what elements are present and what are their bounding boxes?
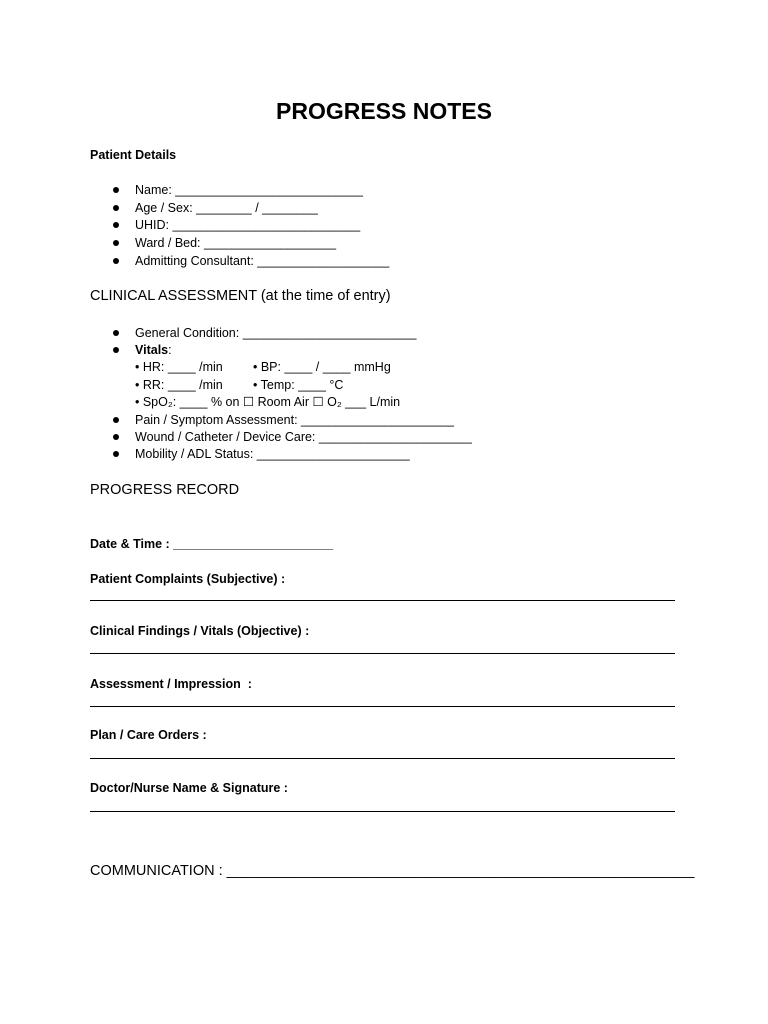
bullet-icon — [113, 222, 119, 228]
spo2-field[interactable]: • SpO₂: ____ % on ☐ Room Air ☐ O₂ ___ L/min — [135, 395, 401, 409]
vitals-label: Vitals: — [135, 343, 172, 357]
bullet-icon — [113, 451, 119, 457]
rr-field[interactable]: • RR: ____ /min — [135, 378, 223, 392]
objective-label: Clinical Findings / Vitals (Objective) : — [90, 624, 310, 638]
plan-line[interactable] — [90, 758, 675, 759]
progress-record-heading: PROGRESS RECORD — [90, 482, 240, 498]
bullet-icon — [113, 258, 119, 264]
temp-field[interactable]: • Temp: ____ °C — [253, 378, 344, 392]
signature-label: Doctor/Nurse Name & Signature : — [90, 781, 288, 795]
age-sex-field[interactable]: Age / Sex: ________ / ________ — [135, 201, 318, 215]
date-time-field[interactable]: Date & Time : _______________________ — [90, 537, 334, 551]
objective-line[interactable] — [90, 653, 675, 654]
communication-field[interactable] — [90, 862, 694, 880]
page-title: PROGRESS NOTES — [276, 98, 492, 124]
communication-label: COMMUNICATION : — [90, 863, 223, 879]
bullet-icon — [113, 187, 119, 193]
bp-field[interactable]: • BP: ____ / ____ mmHg — [253, 360, 391, 374]
bullet-icon — [113, 434, 119, 440]
wound-care-field[interactable]: Wound / Catheter / Device Care: ______________________ — [135, 430, 472, 444]
bullet-icon — [113, 417, 119, 423]
patient-details-heading: Patient Details — [90, 148, 177, 162]
bullet-icon — [113, 205, 119, 211]
general-condition-field[interactable]: General Condition: _________________________ — [135, 326, 417, 340]
subjective-label: Patient Complaints (Subjective) : — [90, 572, 286, 586]
hr-field[interactable]: • HR: ____ /min — [135, 360, 223, 374]
admitting-consultant-field[interactable]: Admitting Consultant: ___________________ — [135, 254, 390, 268]
plan-label: Plan / Care Orders : — [90, 728, 207, 742]
uhid-field[interactable]: UHID: ___________________________ — [135, 218, 361, 232]
clinical-assessment-heading: CLINICAL ASSESSMENT (at the time of entry) — [90, 288, 391, 304]
assessment-label: Assessment / Impression : — [90, 677, 252, 691]
assessment-line[interactable] — [90, 706, 675, 707]
subjective-line[interactable] — [90, 600, 675, 601]
bullet-icon — [113, 240, 119, 246]
mobility-field[interactable]: Mobility / ADL Status: ______________________ — [135, 447, 410, 461]
bullet-icon — [113, 330, 119, 336]
communication-line[interactable]: __________________________________________________________ — [226, 863, 695, 879]
ward-bed-field[interactable]: Ward / Bed: ___________________ — [135, 236, 337, 250]
pain-assessment-field[interactable]: Pain / Symptom Assessment: ______________________ — [135, 413, 454, 427]
bullet-icon — [113, 347, 119, 353]
name-field[interactable]: Name: ___________________________ — [135, 183, 363, 197]
signature-line[interactable] — [90, 811, 675, 812]
